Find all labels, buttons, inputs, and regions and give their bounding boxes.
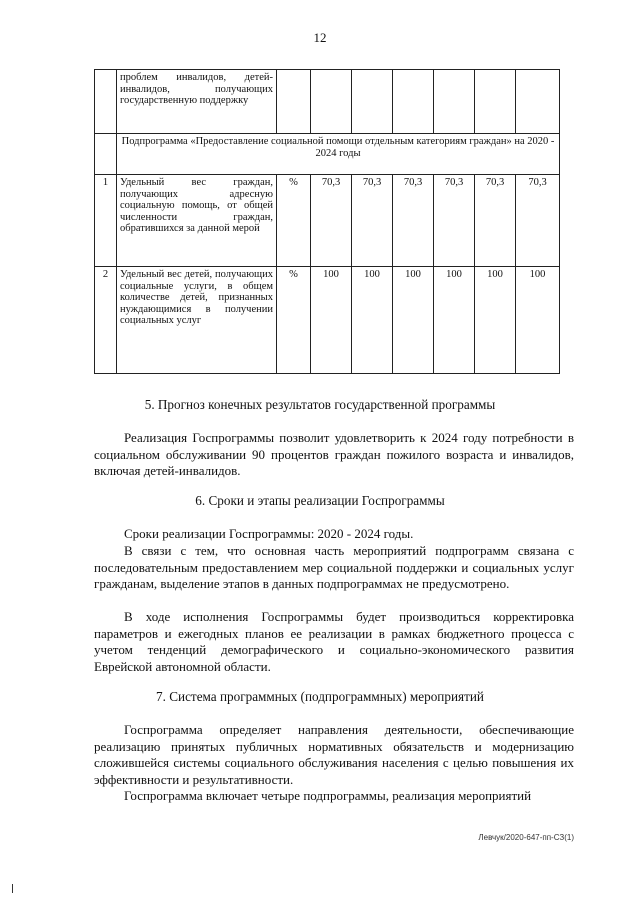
value-cell: 100 — [434, 267, 475, 374]
value-cell: 100 — [516, 267, 560, 374]
value-cell: 100 — [352, 267, 393, 374]
table-row — [95, 70, 560, 134]
row-number: 1 — [95, 175, 117, 267]
value-cell: 70,3 — [434, 175, 475, 267]
section-5-paragraph-1: Реализация Госпрограммы позволит удовлетворить к 2024 году потребности в социальном обслуживании 90 процентов граждан пожилого возраста и инвалидов, включая детей-инвалидов. — [94, 430, 574, 479]
unit-cell: % — [277, 267, 311, 374]
section-6-paragraph-3: В ходе исполнения Госпрограммы будет производиться корректировка параметров и ежегодных планов ее реализации в рамках бюджетного процесса с учетом тенденций демографического и социально-экономического развития Еврейской автономной области. — [94, 609, 574, 674]
value-cell: 70,3 — [393, 175, 434, 267]
indicators-table — [94, 69, 560, 374]
value-cell: 70,3 — [475, 175, 516, 267]
section-7-title: 7. Система программных (подпрограммных) мероприятий — [156, 689, 484, 704]
document-code: Левчук/2020-647-пп-СЗ(1) — [478, 833, 574, 842]
indicator-description: проблем инвалидов, детей-инвалидов, получающих государственную поддержку — [117, 70, 277, 134]
table-row — [95, 267, 560, 374]
section-6-paragraph-1: Сроки реализации Госпрограммы: 2020 - 2024 годы. — [124, 526, 414, 541]
section-7-paragraph-1: Госпрограмма определяет направления деятельности, обеспечивающие реализацию принятых публичных нормативных обязательств и модернизацию сложившейся системы социального обслуживания населения с целью повышения их эффективности и результативности. — [94, 722, 574, 787]
value-cell: 100 — [393, 267, 434, 374]
section-7-paragraph-2: Госпрограмма включает четыре подпрограммы, реализация мероприятий — [124, 788, 532, 803]
subprogram-heading-row — [95, 134, 560, 175]
section-6-title: 6. Сроки и этапы реализации Госпрограммы — [195, 493, 445, 508]
table-row — [95, 175, 560, 267]
unit-cell: % — [277, 175, 311, 267]
indicator-description: Удельный вес граждан, получающих адресную социальную помощь, от общей численности граждан, обратившихся за данной мерой — [117, 175, 277, 267]
value-cell: 70,3 — [516, 175, 560, 267]
value-cell: 100 — [311, 267, 352, 374]
value-cell: 100 — [475, 267, 516, 374]
scan-margin-mark — [12, 884, 13, 893]
value-cell: 70,3 — [352, 175, 393, 267]
section-5-title: 5. Прогноз конечных результатов государственной программы — [144, 397, 496, 412]
value-cell: 70,3 — [311, 175, 352, 267]
row-number: 2 — [95, 267, 117, 374]
page-number: 12 — [313, 30, 327, 45]
subprogram-heading: Подпрограмма «Предоставление социальной помощи отдельным категориям граждан» на 2020 - 2024 годы — [117, 134, 560, 175]
section-6-paragraph-2: В связи с тем, что основная часть мероприятий подпрограмм связана с последовательным предоставлением мер социальной поддержки и социальных услуг гражданам, выделение этапов в данных подпрограммах не предусмотрено. — [94, 543, 574, 592]
indicator-description: Удельный вес детей, получающих социальные услуги, в общем количестве детей, признанных нуждающимися в получении социальных услуг — [117, 267, 277, 374]
